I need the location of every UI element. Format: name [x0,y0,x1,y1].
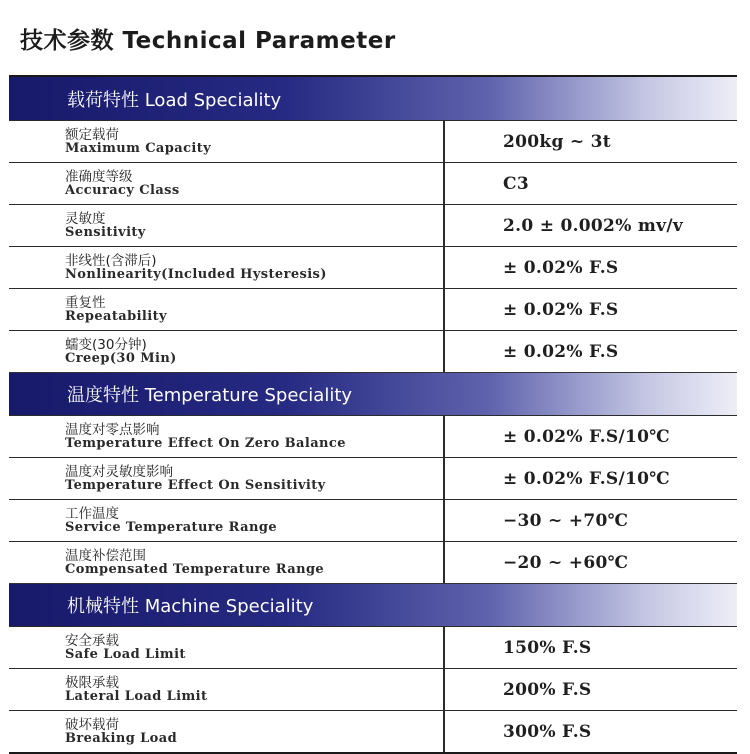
table-row [9,246,737,288]
parameter-name-en: Nonlinearity(Included Hysteresis) [65,266,327,282]
table-row [9,626,737,668]
table-row [9,710,737,752]
parameter-value: ± 0.02% F.S [503,257,619,278]
parameter-name-cell [9,711,445,752]
parameter-name-cell [9,121,445,162]
parameter-name-zh: 非线性(含滞后) [65,252,157,269]
parameter-name-cell [9,289,445,330]
parameter-value: 200kg ~ 3t [503,131,611,152]
parameter-value: 150% F.S [503,637,592,658]
table-row [9,541,737,583]
parameter-name-zh: 温度补偿范围 [65,547,146,564]
parameter-value: ± 0.02% F.S/10℃ [503,426,670,447]
parameter-value: ± 0.02% F.S [503,341,619,362]
parameter-name-en: Safe Load Limit [65,646,186,662]
parameter-name-zh: 极限承载 [65,674,119,691]
parameter-name-en: Compensated Temperature Range [65,561,325,577]
parameter-value: −20 ~ +60℃ [503,552,629,573]
parameter-value: ± 0.02% F.S/10℃ [503,468,670,489]
parameter-name-zh: 工作温度 [65,505,119,522]
table-row [9,120,737,162]
parameter-name-zh: 破坏载荷 [65,716,119,733]
parameter-name-zh: 灵敏度 [65,210,106,227]
parameter-name-cell [9,247,445,288]
section-header-temperature: 温度特性 Temperature Speciality [9,372,737,415]
parameter-name-en: Creep(30 Min) [65,350,177,366]
parameter-value: C3 [503,173,529,194]
parameter-name-en: Repeatability [65,308,167,324]
table-row [9,668,737,710]
parameter-name-zh: 额定载荷 [65,126,119,143]
section-header-machine: 机械特性 Machine Speciality [9,583,737,626]
parameter-name-cell [9,416,445,457]
parameter-name-en: Sensitivity [65,224,146,240]
table-row [9,457,737,499]
parameter-name-cell [9,627,445,668]
table-row [9,499,737,541]
section-header-load: 载荷特性 Load Speciality [9,77,737,120]
parameter-name-en: Lateral Load Limit [65,688,208,704]
parameter-name-cell [9,458,445,499]
parameter-name-zh: 安全承载 [65,632,119,649]
parameter-name-cell [9,205,445,246]
parameter-name-zh: 温度对零点影响 [65,421,160,438]
parameter-name-en: Service Temperature Range [65,519,277,535]
parameter-value: 200% F.S [503,679,592,700]
table-row [9,288,737,330]
parameter-name-en: Breaking Load [65,730,178,746]
table-row [9,415,737,457]
page-title: 技术参数 Technical Parameter [20,28,396,54]
table-row [9,204,737,246]
parameter-value: ± 0.02% F.S [503,299,619,320]
parameter-name-zh: 重复性 [65,294,106,311]
table-row [9,162,737,204]
parameter-name-zh: 蠕变(30分钟) [65,336,147,353]
parameter-value: 2.0 ± 0.002% mv/v [503,215,684,236]
parameter-table [9,75,737,754]
parameter-name-en: Temperature Effect On Zero Balance [65,435,346,451]
parameter-name-zh: 准确度等级 [65,168,133,185]
parameter-name-cell [9,500,445,541]
table-row [9,330,737,372]
parameter-name-en: Accuracy Class [65,182,180,198]
parameter-value: −30 ~ +70℃ [503,510,629,531]
parameter-name-cell [9,669,445,710]
parameter-name-en: Maximum Capacity [65,140,212,156]
parameter-name-cell [9,163,445,204]
parameter-name-cell [9,542,445,583]
parameter-name-cell [9,331,445,372]
parameter-name-en: Temperature Effect On Sensitivity [65,477,326,493]
parameter-name-zh: 温度对灵敏度影响 [65,463,173,480]
parameter-value: 300% F.S [503,721,592,742]
